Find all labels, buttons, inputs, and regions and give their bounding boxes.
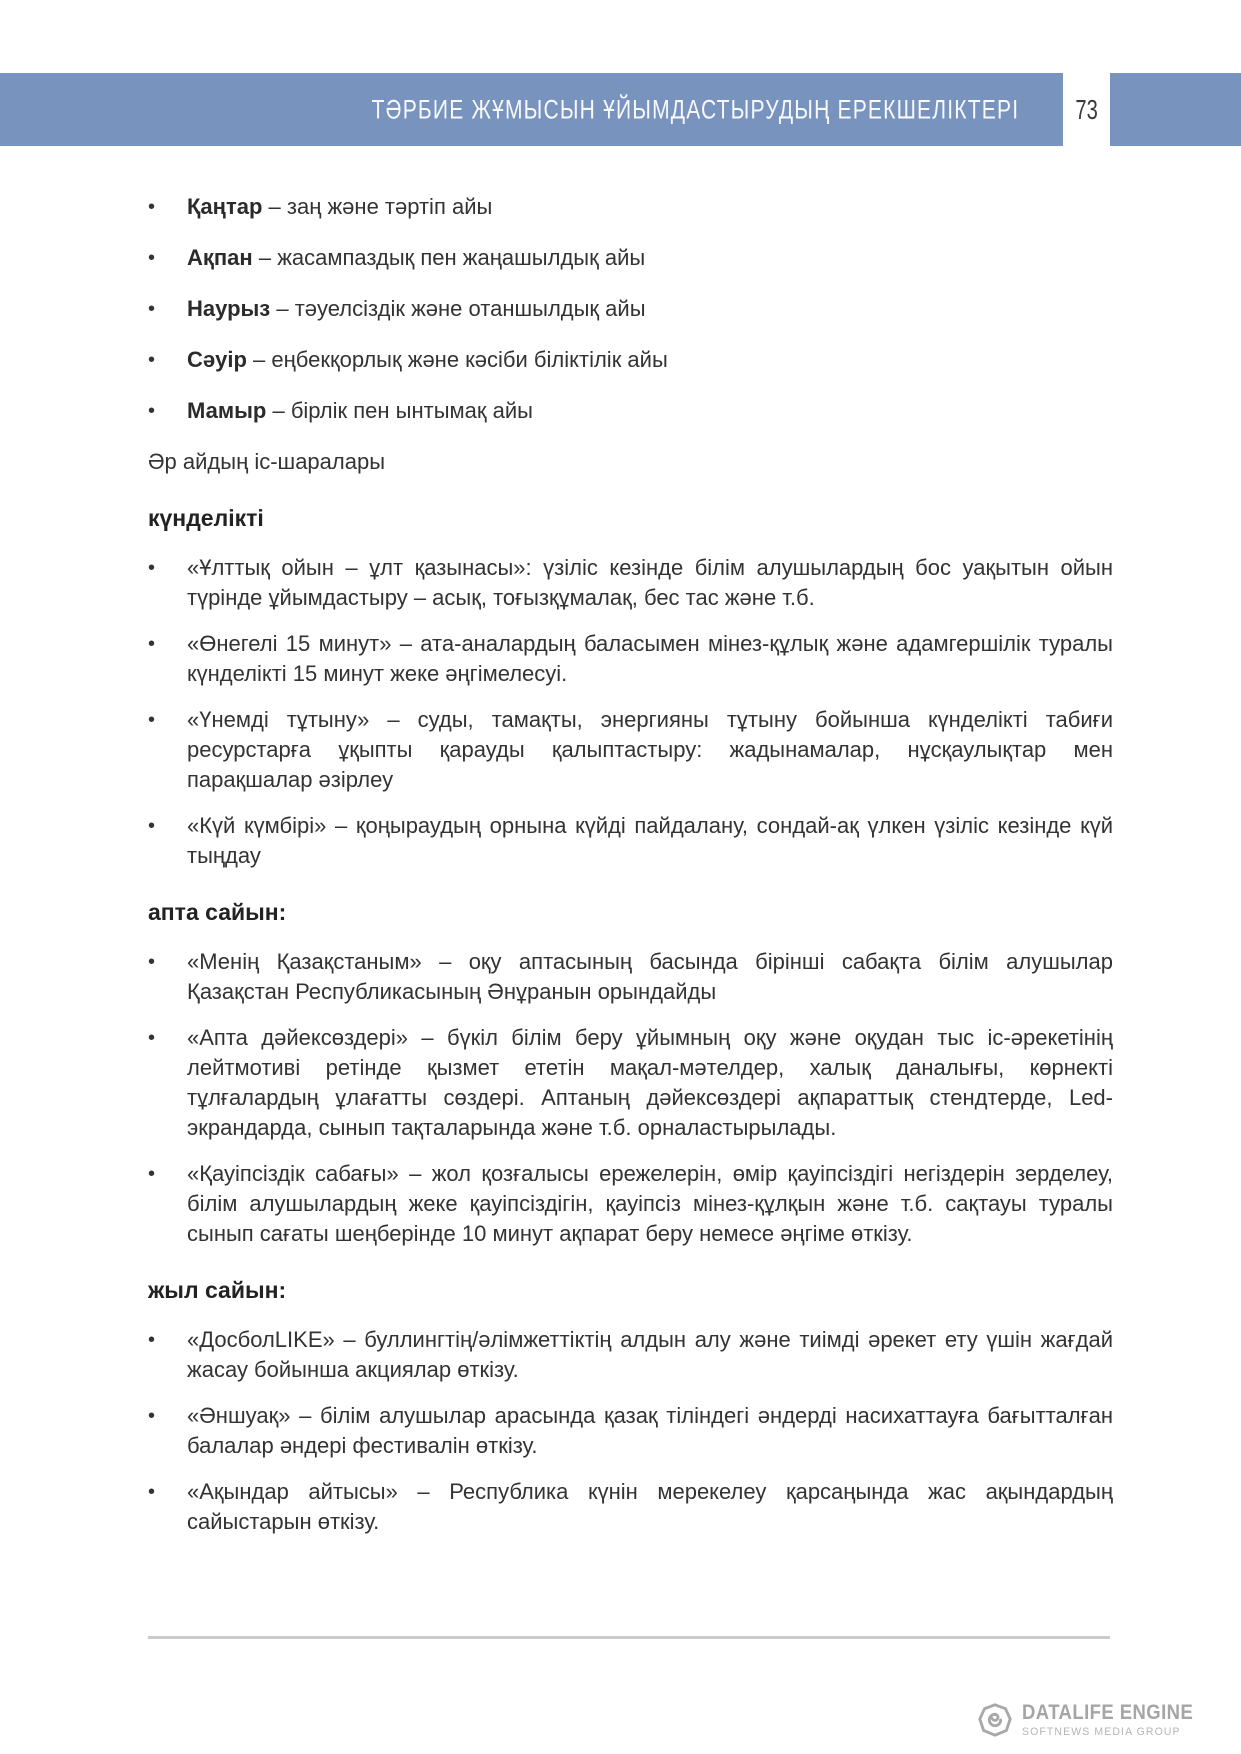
list-item: [148, 705, 1113, 795]
section-heading-weekly: апта сайын:: [148, 899, 287, 925]
datalife-brand-text: DATALIFE ENGINE: [1022, 1701, 1194, 1724]
bullet-icon: •: [148, 247, 156, 269]
activity-text: «Қауіпсіздік сабағы» – жол қозғалысы ережелерін, өмір қауіпсіздігі негіздерін зерделеу, білім алушылардың жеке қауіпсіздігін, қауіпсіз мінез-құлқын және т.б. сақтауы туралы сынып сағаты шеңберінде 10 минут ақпарат беру немесе әңгіме өткізу.: [187, 1161, 1113, 1246]
activity-text: «Менің Қазақстаным» – оқу аптасының басында бірінші сабақта білім алушылар Қазақстан Республикасының Әнұранын орындайды: [187, 949, 1113, 1004]
month-line: [187, 294, 646, 324]
page-header-title: ТӘРБИЕ ЖҰМЫСЫН ҰЙЫМДАСТЫРУДЫҢ ЕРЕКШЕЛІКТЕРІ: [371, 94, 1019, 124]
month-desc: – жасампаздық пен жаңашылдық айы: [258, 245, 646, 270]
activity-text: «Әншуақ» – білім алушылар арасында қазақ тіліндегі әндерді насихаттауға бағытталған балалар әндері фестивалін өткізу.: [187, 1403, 1113, 1458]
section-heading-daily: күнделікті: [148, 505, 264, 531]
section-heading-yearly: жыл сайын:: [148, 1277, 287, 1303]
weekly-activity-list: [148, 947, 1113, 1249]
bullet-icon: •: [148, 349, 156, 371]
bullet-icon: •: [148, 633, 156, 655]
activity-text: «Ұлттық ойын – ұлт қазынасы»: үзіліс кезінде білім алушылардың бос уақытын ойын түрінде ұйымдастыру – асық, тоғызқұмалақ, бес тас және т.б.: [187, 555, 1113, 610]
datalife-logo: [976, 1701, 1217, 1739]
bullet-icon: •: [148, 1163, 156, 1185]
list-item: [148, 192, 1113, 222]
activity-text: «Ақындар айтысы» – Республика күнін мерекелеу қарсаңында жас ақындардың сайыстарын өткізу.: [187, 1479, 1113, 1534]
month-name: Наурыз: [187, 296, 271, 321]
list-item: [148, 1477, 1113, 1537]
list-item: [148, 1401, 1113, 1461]
header-band-right: [1110, 73, 1241, 146]
list-item: [148, 947, 1113, 1007]
month-line: [187, 396, 533, 426]
yearly-activity-list: [148, 1325, 1113, 1537]
month-name: Мамыр: [187, 398, 267, 423]
list-item: [148, 553, 1113, 613]
list-item: [148, 629, 1113, 689]
month-desc: – бірлік пен ынтымақ айы: [272, 398, 533, 423]
daily-activity-list: [148, 553, 1113, 871]
month-line: [187, 345, 668, 375]
bullet-icon: •: [148, 709, 156, 731]
bullet-icon: •: [148, 557, 156, 579]
activity-text: «Үнемді тұтыну» – суды, тамақты, энергияны тұтыну бойынша күнделікті табиғи ресурстарға ұқыпты қарауды қалыптастыру: жадынамалар, нұсқаулықтар мен парақшалар әзірлеу: [187, 707, 1113, 792]
bullet-icon: •: [148, 815, 156, 837]
list-item: [148, 396, 1113, 426]
month-desc: – еңбекқорлық және кәсіби біліктілік айы: [253, 347, 668, 372]
activity-text: «Өнегелі 15 минут» – ата-аналардың баласымен мінез-құлық және адамгершілік туралы күнделікті 15 минут жеке әңгімелесуі.: [187, 631, 1113, 686]
month-name: Сәуір: [187, 347, 247, 372]
intro-paragraph: Әр айдың іс-шаралары: [148, 449, 386, 474]
month-list: [148, 192, 1113, 426]
list-item: [148, 243, 1113, 273]
month-line: [187, 243, 645, 273]
list-item: [148, 1023, 1113, 1143]
datalife-logo-text: [1022, 1702, 1217, 1738]
list-item: [148, 811, 1113, 871]
datalife-logo-icon: [976, 1701, 1014, 1739]
month-name: Ақпан: [187, 245, 253, 270]
bullet-icon: •: [148, 196, 156, 218]
list-item: [148, 1159, 1113, 1249]
month-desc: – тәуелсіздік және отаншылдық айы: [276, 296, 646, 321]
bullet-icon: •: [148, 1329, 156, 1351]
bullet-icon: •: [148, 298, 156, 320]
activity-text: «Күй күмбірі» – қоңыраудың орнына күйді пайдалану, сондай-ақ үлкен үзіліс кезінде күй тыңдау: [187, 813, 1113, 868]
list-item: [148, 345, 1113, 375]
bullet-icon: •: [148, 1481, 156, 1503]
page-content: [148, 192, 1113, 1553]
page-number: 73: [1075, 93, 1098, 125]
month-line: [187, 192, 492, 222]
activity-text: «Апта дәйексөздері» – бүкіл білім беру ұйымның оқу және оқудан тыс іс-әрекетінің лейтмотиві ретінде қызмет ететін мақал-мәтелдер, халық даналығы, көрнекті тұлғалардың ұлағатты сөздері. Аптаның дәйексөздері ақпараттық стендтерде, Led-экрандарда, сынып тақталарында және т.б. орналастырылады.: [187, 1025, 1113, 1140]
footer-divider: [148, 1636, 1110, 1639]
bullet-icon: •: [148, 1027, 156, 1049]
list-item: [148, 294, 1113, 324]
bullet-icon: •: [148, 400, 156, 422]
activity-text: «ДосболLIKE» – буллингтің/әлімжеттіктің алдын алу және тиімді әрекет ету үшін жағдай жасау бойынша акциялар өткізу.: [187, 1327, 1113, 1382]
datalife-sub-text: SOFTNEWS MEDIA GROUP: [1022, 1726, 1182, 1738]
list-item: [148, 1325, 1113, 1385]
month-name: Қаңтар: [187, 194, 263, 219]
header-band: [0, 73, 1063, 146]
bullet-icon: •: [148, 1405, 156, 1427]
month-desc: – заң және тәртіп айы: [268, 194, 493, 219]
bullet-icon: •: [148, 951, 156, 973]
